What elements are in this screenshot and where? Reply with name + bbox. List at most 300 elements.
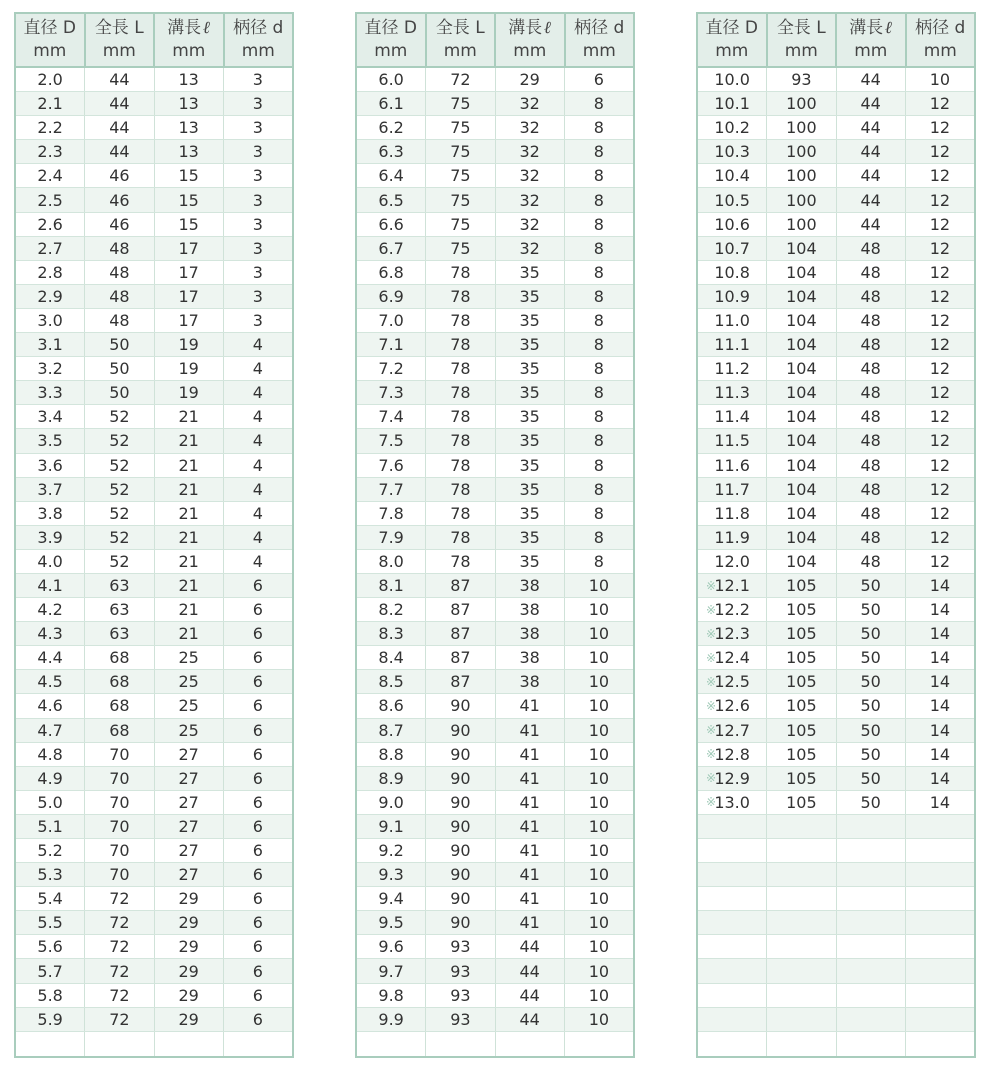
cell-shank-diameter [565,911,633,934]
cell-total-length [426,574,495,597]
cell-diameter [16,719,85,742]
cell-shank-diameter [224,646,292,669]
cell-diameter-value: 8.1 [378,576,404,596]
header-diameter [16,14,86,66]
cell-diameter-value: 6.0 [378,70,404,90]
table-row [16,213,292,237]
cell-flute-length [496,670,565,693]
header-flute-length-name: 溝長 [167,18,202,38]
cell-total-length-value: 63 [109,600,130,620]
cell-diameter-value: 13.0 [714,792,750,812]
cell-total-length [767,743,836,766]
table-row [698,381,974,405]
table-row [16,743,292,767]
cell-flute-length [837,92,906,115]
cell-shank-diameter-value: 8 [593,503,604,523]
table-row [357,887,633,911]
cell-shank-diameter-value: 12 [929,407,951,427]
cell-shank-diameter [224,694,292,717]
table-row [16,815,292,839]
cell-shank-diameter [906,815,974,838]
cell-diameter [16,502,85,525]
cell-shank-diameter-value: 6 [252,768,263,788]
cell-total-length-value: 78 [450,503,471,523]
table-row [698,526,974,550]
cell-total-length [85,68,154,91]
cell-shank-diameter [565,550,633,573]
cell-shank-diameter-value: 10 [588,696,610,716]
cell-total-length [426,839,495,862]
cell-diameter-value: 4.6 [37,696,63,716]
cell-flute-length [496,92,565,115]
cell-shank-diameter-value: 8 [593,262,604,282]
cell-flute-length-value: 48 [860,335,881,355]
cell-diameter [357,863,426,886]
cell-total-length [85,478,154,501]
cell-diameter [16,68,85,91]
table-row [16,405,292,429]
cell-diameter-value: 10.4 [714,166,750,186]
cell-total-length-value: 52 [109,407,130,427]
header-diameter-unit: mm [715,41,749,61]
cell-total-length [85,405,154,428]
cell-total-length [85,743,154,766]
table-row [357,839,633,863]
cell-diameter [698,815,767,838]
note-mark-icon: ※ [706,698,717,713]
cell-flute-length [155,815,224,838]
cell-total-length-value: 100 [786,190,817,210]
cell-flute-length-value: 32 [519,94,540,114]
cell-shank-diameter-value: 8 [593,190,604,210]
cell-total-length [426,502,495,525]
table-row [357,791,633,815]
cell-total-length-value: 105 [786,600,817,620]
cell-total-length-value: 105 [786,624,817,644]
table-row [698,911,974,935]
cell-shank-diameter [224,213,292,236]
cell-shank-diameter [906,405,974,428]
cell-flute-length [155,1008,224,1031]
cell-total-length [85,646,154,669]
cell-shank-diameter-value: 14 [929,792,951,812]
table-row [16,502,292,526]
cell-total-length-value: 105 [786,768,817,788]
cell-shank-diameter [224,839,292,862]
cell-total-length-value: 78 [450,383,471,403]
cell-total-length-value: 70 [109,816,130,836]
cell-shank-diameter-value: 14 [929,720,951,740]
cell-diameter-value: 6.8 [378,262,404,282]
cell-flute-length-value: 29 [519,70,540,90]
cell-total-length-value: 104 [786,286,817,306]
cell-diameter [357,935,426,958]
cell-total-length-value: 100 [786,142,817,162]
table-row [698,887,974,911]
cell-diameter [698,92,767,115]
cell-flute-length [155,405,224,428]
cell-diameter [698,791,767,814]
cell-total-length [426,261,495,284]
cell-diameter [357,237,426,260]
table-row [357,92,633,116]
cell-total-length-value: 46 [109,166,130,186]
cell-shank-diameter [906,502,974,525]
cell-total-length [767,911,836,934]
cell-diameter-value: 11.2 [714,359,750,379]
cell-total-length-value: 52 [109,551,130,571]
cell-shank-diameter [224,743,292,766]
cell-total-length-value: 90 [450,720,471,740]
cell-flute-length [155,213,224,236]
cell-flute-length [837,1008,906,1031]
cell-flute-length-value: 48 [860,431,881,451]
cell-total-length [426,984,495,1007]
cell-shank-diameter [224,887,292,910]
header-total-length [86,14,156,66]
cell-flute-length-value: 44 [519,961,540,981]
cell-flute-length-value: 21 [178,407,199,427]
cell-diameter-value: 9.9 [378,1009,404,1029]
table-row [357,502,633,526]
cell-flute-length [837,887,906,910]
cell-shank-diameter [906,984,974,1007]
cell-shank-diameter [565,357,633,380]
cell-diameter [698,213,767,236]
cell-diameter-value: 5.0 [37,792,63,812]
cell-flute-length-value: 41 [519,768,540,788]
cell-shank-diameter-value: 3 [252,70,263,90]
cell-total-length [426,405,495,428]
cell-flute-length [837,743,906,766]
cell-diameter [357,598,426,621]
table-row [698,478,974,502]
table-row [16,478,292,502]
cell-shank-diameter [224,237,292,260]
cell-shank-diameter-value: 8 [593,94,604,114]
cell-total-length [767,1008,836,1031]
cell-diameter-value: 11.1 [714,335,750,355]
cell-total-length [85,116,154,139]
cell-total-length-value: 68 [109,720,130,740]
cell-shank-diameter [565,646,633,669]
cell-shank-diameter-value: 3 [252,142,263,162]
cell-diameter-value: 6.3 [378,142,404,162]
cell-total-length [426,333,495,356]
cell-shank-diameter-value: 3 [252,166,263,186]
cell-flute-length [496,140,565,163]
cell-shank-diameter-value: 10 [588,600,610,620]
cell-flute-length-value: 41 [519,889,540,909]
cell-total-length [426,92,495,115]
cell-total-length-value: 70 [109,865,130,885]
cell-flute-length [837,140,906,163]
cell-diameter-value: 12.7 [714,720,750,740]
cell-flute-length [496,767,565,790]
table-row [698,140,974,164]
cell-shank-diameter-value: 10 [588,672,610,692]
cell-flute-length [837,381,906,404]
table-row [698,429,974,453]
table-row [698,550,974,574]
cell-total-length [767,357,836,380]
cell-total-length [426,743,495,766]
cell-total-length [767,140,836,163]
cell-flute-length-value: 41 [519,792,540,812]
cell-flute-length-value: 44 [860,142,881,162]
cell-flute-length [496,429,565,452]
cell-total-length [85,309,154,332]
cell-flute-length-value: 25 [178,672,199,692]
cell-shank-diameter [565,405,633,428]
cell-shank-diameter [906,1032,974,1056]
cell-shank-diameter [565,140,633,163]
cell-flute-length-value: 15 [178,190,199,210]
cell-diameter [698,1008,767,1031]
cell-flute-length [155,478,224,501]
table-row [357,1008,633,1032]
table-row [698,1008,974,1032]
cell-total-length [767,164,836,187]
cell-total-length [767,454,836,477]
cell-total-length-value: 44 [109,94,130,114]
cell-total-length [767,502,836,525]
cell-flute-length-value: 13 [178,118,199,138]
cell-diameter-value: 11.8 [714,503,750,523]
table-row [16,694,292,718]
cell-total-length-value: 105 [786,576,817,596]
table-row [698,694,974,718]
cell-diameter-value: 10.7 [714,238,750,258]
cell-total-length [426,116,495,139]
cell-flute-length [496,743,565,766]
cell-shank-diameter-value: 8 [593,359,604,379]
cell-diameter-value: 2.5 [37,190,63,210]
table-row [16,863,292,887]
table-row [16,839,292,863]
table-row [16,887,292,911]
header-flute-length-label [849,17,892,40]
cell-total-length-value: 72 [109,937,130,957]
cell-diameter [698,743,767,766]
cell-shank-diameter-value: 4 [252,503,263,523]
cell-flute-length [496,694,565,717]
cell-total-length [426,791,495,814]
cell-total-length-value: 105 [786,720,817,740]
cell-total-length-value: 48 [109,286,130,306]
cell-diameter [357,357,426,380]
table-row [16,984,292,1008]
cell-shank-diameter [565,622,633,645]
table-row [16,670,292,694]
note-mark-icon: ※ [706,602,717,617]
table-row [357,285,633,309]
table-row [357,1032,633,1056]
cell-shank-diameter-value: 12 [929,262,951,282]
table-row [16,622,292,646]
cell-flute-length-value: 38 [519,600,540,620]
table-header [698,14,974,68]
table-row [698,188,974,212]
cell-flute-length [155,188,224,211]
cell-shank-diameter-value: 6 [593,70,604,90]
cell-total-length-value: 100 [786,214,817,234]
header-total-length-label: 全長 L [94,18,144,38]
cell-flute-length-value: 38 [519,672,540,692]
cell-shank-diameter [224,719,292,742]
cell-total-length-value: 104 [786,455,817,475]
cell-total-length [767,333,836,356]
cell-total-length [767,550,836,573]
cell-total-length-value: 52 [109,527,130,547]
cell-flute-length-value: 48 [860,383,881,403]
cell-total-length [85,550,154,573]
header-flute-length-label [167,17,210,40]
cell-diameter [357,911,426,934]
cell-total-length [85,502,154,525]
table-row [698,502,974,526]
cell-diameter-value: 2.7 [37,238,63,258]
cell-diameter [357,1032,426,1056]
cell-diameter-value: 6.6 [378,214,404,234]
cell-shank-diameter-value: 14 [929,624,951,644]
cell-flute-length [155,502,224,525]
cell-flute-length [155,694,224,717]
cell-diameter-value: 11.5 [714,431,750,451]
cell-diameter [357,694,426,717]
cell-diameter [357,502,426,525]
cell-shank-diameter [906,188,974,211]
cell-diameter-value: 9.0 [378,792,404,812]
cell-flute-length-value: 50 [860,744,881,764]
cell-total-length-value: 78 [450,262,471,282]
cell-diameter [16,887,85,910]
cell-total-length [426,815,495,838]
cell-shank-diameter-value: 3 [252,238,263,258]
cell-shank-diameter-value: 8 [593,142,604,162]
cell-flute-length-value: 27 [178,768,199,788]
cell-flute-length [837,1032,906,1056]
cell-total-length-value: 48 [109,262,130,282]
cell-flute-length-value: 25 [178,720,199,740]
cell-total-length-value: 90 [450,696,471,716]
table-row [16,309,292,333]
cell-total-length [85,887,154,910]
cell-shank-diameter [224,285,292,308]
cell-shank-diameter-value: 8 [593,431,604,451]
table-row [16,719,292,743]
cell-total-length [767,381,836,404]
table-row [698,984,974,1008]
cell-flute-length-value: 35 [519,335,540,355]
cell-diameter [16,164,85,187]
table-row [357,815,633,839]
cell-diameter-value: 5.2 [37,841,63,861]
cell-shank-diameter-value: 12 [929,383,951,403]
cell-total-length [85,429,154,452]
cell-shank-diameter [224,863,292,886]
cell-flute-length [496,622,565,645]
cell-flute-length-value: 44 [519,1009,540,1029]
cell-shank-diameter-value: 8 [593,479,604,499]
cell-diameter [357,454,426,477]
cell-total-length [426,285,495,308]
cell-diameter [16,1008,85,1031]
cell-diameter-value: 8.6 [378,696,404,716]
header-flute-length [496,14,566,66]
cell-total-length-value: 104 [786,383,817,403]
cell-shank-diameter [224,574,292,597]
cell-flute-length-value: 15 [178,166,199,186]
cell-shank-diameter [906,309,974,332]
cell-diameter [16,550,85,573]
cell-diameter [16,1032,85,1056]
cell-flute-length [155,911,224,934]
table-row [16,261,292,285]
table-row [698,333,974,357]
cell-shank-diameter [224,550,292,573]
cell-shank-diameter [565,839,633,862]
header-flute-length-unit: mm [854,41,888,61]
table-row [357,574,633,598]
cell-diameter-value: 8.8 [378,744,404,764]
cell-diameter [698,911,767,934]
cell-diameter-value: 9.7 [378,961,404,981]
cell-diameter [698,1032,767,1056]
cell-shank-diameter [224,188,292,211]
cell-diameter [16,598,85,621]
cell-total-length-value: 93 [791,70,812,90]
cell-flute-length [837,959,906,982]
cell-diameter [357,887,426,910]
cell-diameter-value: 5.4 [37,889,63,909]
cell-diameter [357,622,426,645]
cell-flute-length [155,959,224,982]
cell-total-length [426,309,495,332]
cell-flute-length [837,454,906,477]
cell-total-length [767,92,836,115]
header-total-length-unit: mm [784,41,818,61]
cell-diameter [698,719,767,742]
cell-shank-diameter-value: 8 [593,286,604,306]
table-row [357,550,633,574]
cell-diameter-value: 2.4 [37,166,63,186]
table-row [16,429,292,453]
cell-total-length-value: 90 [450,744,471,764]
table-row [698,622,974,646]
spec-table-3 [696,12,976,1058]
cell-shank-diameter-value: 12 [929,455,951,475]
spec-table-2 [355,12,635,1058]
table-row [357,598,633,622]
cell-diameter [16,984,85,1007]
cell-flute-length-value: 50 [860,600,881,620]
table-row [698,815,974,839]
cell-flute-length-value: 41 [519,865,540,885]
table-row [698,237,974,261]
cell-flute-length-value: 48 [860,551,881,571]
table-row [698,959,974,983]
cell-flute-length [155,92,224,115]
cell-total-length-value: 63 [109,576,130,596]
cell-shank-diameter [224,261,292,284]
cell-shank-diameter-value: 12 [929,335,951,355]
cell-diameter [698,670,767,693]
cell-diameter [698,164,767,187]
cell-flute-length-value: 32 [519,118,540,138]
cell-flute-length-value: 17 [178,286,199,306]
cell-shank-diameter [906,213,974,236]
